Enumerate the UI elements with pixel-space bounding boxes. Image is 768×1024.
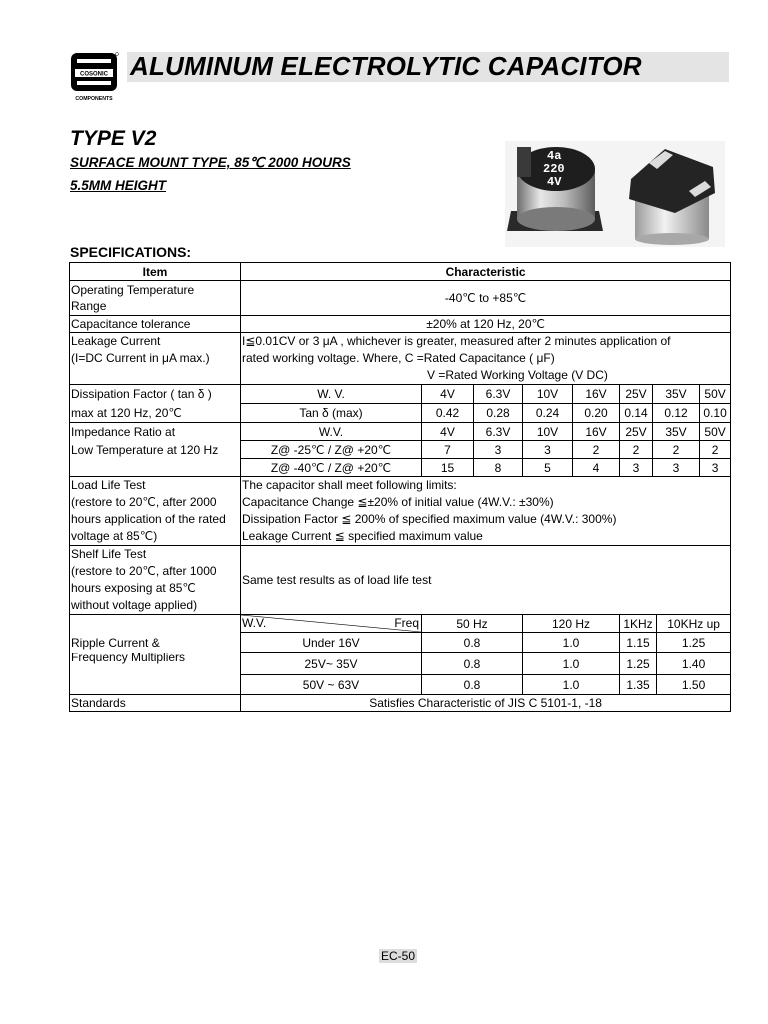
ripple-freq: 1KHz	[620, 615, 657, 633]
imp-value: 2	[700, 441, 731, 459]
photo-marking-2: 220	[543, 162, 565, 176]
imp-value: 4	[573, 459, 620, 477]
table-row-df-wv	[70, 385, 731, 404]
imp-value: 2	[653, 441, 700, 459]
imp-value: 2	[573, 441, 620, 459]
table-row-leakage	[70, 333, 731, 385]
item-line: Impedance Ratio at	[71, 424, 176, 439]
leakage-line: I≦0.01CV or 3 μA , whichever is greater, measured after 2 minutes application of	[242, 334, 671, 348]
value-leakage	[241, 333, 731, 385]
item-operating-temp	[70, 281, 241, 316]
imp-value: 3	[620, 459, 653, 477]
df-voltage: 6.3V	[474, 385, 523, 404]
table-row-ripple-1	[70, 633, 731, 653]
specifications-heading: SPECIFICATIONS:	[70, 244, 192, 260]
load-life-line: Leakage Current ≦ specified maximum value	[242, 529, 483, 543]
df-value: 0.10	[700, 404, 731, 423]
item-ripple-blank	[70, 675, 241, 695]
photo-marking-3: 4V	[547, 175, 562, 189]
ripple-value: 1.0	[523, 675, 620, 695]
ripple-value: 0.8	[422, 633, 523, 653]
corner-freq: Freq	[394, 616, 419, 630]
table-row-operating-temp	[70, 281, 731, 316]
table-row-imp-25	[70, 441, 731, 459]
imp-value: 3	[700, 459, 731, 477]
imp-value: 5	[523, 459, 573, 477]
df-value: 0.28	[474, 404, 523, 423]
imp-voltage: 10V	[523, 423, 573, 441]
ripple-value: 1.25	[657, 633, 731, 653]
imp-value: 2	[620, 441, 653, 459]
ripple-value: 0.8	[422, 653, 523, 675]
item-standards: Standards	[70, 695, 241, 712]
df-value: 0.42	[422, 404, 474, 423]
df-voltage: 10V	[523, 385, 573, 404]
item-line: Low Temperature at 120 Hz	[71, 442, 219, 457]
item-ripple-cont	[70, 653, 241, 675]
logo-subtext: COMPONENTS	[75, 96, 113, 102]
imp-voltage: 35V	[653, 423, 700, 441]
item-line: hours application of the rated	[71, 512, 226, 526]
imp-value: 3	[523, 441, 573, 459]
df-value: 0.24	[523, 404, 573, 423]
imp-row-label: Z@ -25℃ / Z@ +20℃	[241, 441, 422, 459]
item-line: Frequency Multipliers	[71, 652, 186, 664]
ripple-value: 1.50	[657, 675, 731, 695]
item-line: Range	[71, 299, 107, 313]
item-impedance	[70, 423, 241, 441]
photo-marking-1: 4a	[547, 149, 562, 163]
df-voltage: 35V	[653, 385, 700, 404]
item-line: max at 120 Hz, 20℃	[71, 405, 182, 420]
ripple-value: 1.0	[523, 653, 620, 675]
item-impedance-cont	[70, 441, 241, 459]
item-line: voltage at 85℃)	[71, 529, 158, 543]
item-line: Ripple Current &	[71, 635, 160, 650]
ripple-value: 0.8	[422, 675, 523, 695]
value-standards: Satisfies Characteristic of JIS C 5101-1, -18	[241, 695, 731, 712]
load-life-line: The capacitor shall meet following limits:	[242, 478, 457, 492]
item-cap-tolerance: Capacitance tolerance	[70, 316, 241, 333]
imp-value: 3	[653, 459, 700, 477]
table-header-row	[70, 263, 731, 281]
table-row-cap-tolerance	[70, 316, 731, 333]
table-row-ripple-head	[70, 615, 731, 633]
ripple-value: 1.25	[620, 653, 657, 675]
imp-voltage: 4V	[422, 423, 474, 441]
corner-wv: W.V.	[242, 616, 267, 630]
leakage-line: rated working voltage. Where, C =Rated Capacitance ( μF)	[242, 351, 555, 365]
ripple-row-label: 50V ~ 63V	[241, 675, 422, 695]
item-load-life	[70, 477, 241, 546]
table-row-ripple-2	[70, 653, 731, 675]
ripple-value: 1.15	[620, 633, 657, 653]
df-voltage: 50V	[700, 385, 731, 404]
ripple-corner-cell	[241, 615, 422, 633]
imp-value: 15	[422, 459, 474, 477]
value-shelf-life: Same test results as of load life test	[241, 546, 731, 615]
item-ripple	[70, 633, 241, 653]
imp-voltage: 25V	[620, 423, 653, 441]
ripple-freq: 120 Hz	[523, 615, 620, 633]
table-row-imp-40	[70, 459, 731, 477]
item-df	[70, 385, 241, 404]
item-line: (I=DC Current in μA max.)	[71, 351, 210, 365]
specifications-table	[69, 262, 731, 712]
item-df-cont	[70, 404, 241, 423]
page-title: ALUMINUM ELECTROLYTIC CAPACITOR	[130, 51, 642, 81]
item-line: hours exposing at 85℃	[71, 581, 196, 595]
item-impedance-blank	[70, 459, 241, 477]
item-ripple-top	[70, 615, 241, 633]
load-life-line: Dissipation Factor ≦ 200% of specified maximum value (4W.V.: 300%)	[242, 512, 617, 526]
ripple-freq: 50 Hz	[422, 615, 523, 633]
df-value: 0.20	[573, 404, 620, 423]
type-heading: TYPE V2	[70, 127, 157, 150]
item-line: Shelf Life Test	[71, 547, 147, 561]
imp-value: 7	[422, 441, 474, 459]
value-load-life	[241, 477, 731, 546]
table-row-df-tan	[70, 404, 731, 423]
imp-value: 3	[474, 441, 523, 459]
df-voltage: 25V	[620, 385, 653, 404]
item-line: Operating Temperature	[71, 283, 195, 297]
table-row-standards	[70, 695, 731, 712]
df-value: 0.14	[620, 404, 653, 423]
df-tan-label: Tan δ (max)	[241, 404, 422, 423]
df-voltage: 16V	[573, 385, 620, 404]
capacitor-photo	[505, 141, 725, 247]
value-operating-temp: -40℃ to +85℃	[241, 281, 731, 316]
item-leakage	[70, 333, 241, 385]
df-wv-label: W. V.	[241, 385, 422, 404]
table-row-ripple-3	[70, 675, 731, 695]
ripple-value: 1.35	[620, 675, 657, 695]
item-line: without voltage applied)	[71, 598, 198, 612]
table-row-imp-wv	[70, 423, 731, 441]
item-line: Load Life Test	[71, 478, 146, 492]
ripple-value: 1.40	[657, 653, 731, 675]
item-line: Dissipation Factor ( tan δ )	[71, 387, 212, 402]
item-line: (restore to 20℃, after 1000	[71, 564, 217, 578]
df-value: 0.12	[653, 404, 700, 423]
page-number: EC-50	[381, 949, 416, 963]
logo-text: COSONIC	[79, 71, 109, 78]
imp-voltage: 16V	[573, 423, 620, 441]
imp-voltage: 50V	[700, 423, 731, 441]
subtitle-mount-type: SURFACE MOUNT TYPE, 85℃ 2000 HOURS	[70, 155, 351, 170]
ripple-row-label: Under 16V	[241, 633, 422, 653]
value-cap-tolerance: ±20% at 120 Hz, 20℃	[241, 316, 731, 333]
header-characteristic: Characteristic	[241, 263, 731, 281]
imp-value: 8	[474, 459, 523, 477]
item-shelf-life	[70, 546, 241, 615]
subtitle-height: 5.5MM HEIGHT	[70, 178, 167, 193]
imp-voltage: 6.3V	[474, 423, 523, 441]
cosonic-logo	[69, 52, 119, 102]
load-life-line: Capacitance Change ≦±20% of initial value (4W.V.: ±30%)	[242, 495, 554, 509]
table-row-load-life	[70, 477, 731, 546]
ripple-value: 1.0	[523, 633, 620, 653]
item-line: Leakage Current	[71, 334, 161, 348]
ripple-freq: 10KHz up	[657, 615, 731, 633]
leakage-line: V =Rated Working Voltage (V DC)	[427, 368, 608, 382]
table-row-shelf-life	[70, 546, 731, 615]
ripple-row-label: 25V~ 35V	[241, 653, 422, 675]
imp-wv-label: W.V.	[241, 423, 422, 441]
imp-row-label: Z@ -40℃ / Z@ +20℃	[241, 459, 422, 477]
header-item: Item	[70, 263, 241, 281]
item-line: (restore to 20℃, after 2000	[71, 495, 217, 509]
df-voltage: 4V	[422, 385, 474, 404]
